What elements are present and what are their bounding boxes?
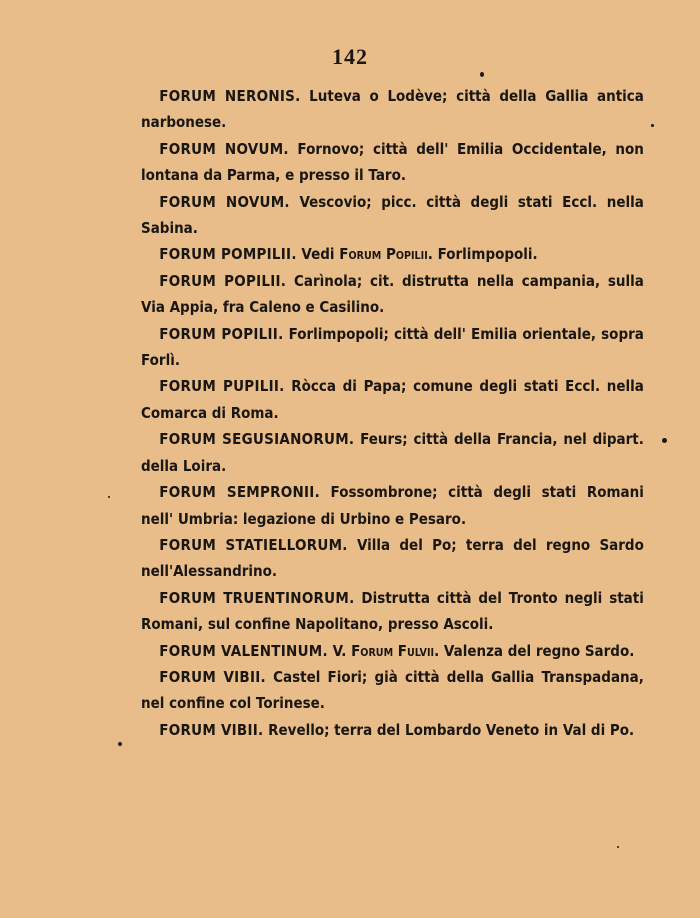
print-speck [651,124,654,127]
print-speck [108,496,110,498]
entry-headword: FORUM NOVUM. [159,139,289,158]
entry-headword: FORUM SEGUSIANORUM. [159,430,355,449]
entry [141,241,644,267]
entry [141,638,644,664]
entry-headword: FORUM SEMPRONII. [159,483,320,502]
entry-headword: FORUM NOVUM. [159,192,290,211]
entry-text: Forlimpopoli; città dell' Emilia orientale, sopra Forlì. [141,324,644,370]
entry-text: Ròcca di Papa; comune degli stati Eccl. nella Comarca di Roma. [141,377,644,422]
entry-headword: FORUM PUPILII. [159,377,285,396]
entry [141,321,644,374]
entry-headword: FORUM VIBII. [159,720,264,739]
page-number: 142 [332,44,368,69]
dictionary-entries [141,83,644,743]
entry [141,717,644,743]
entry-headword: FORUM TRUENTINORUM. [159,588,355,607]
entry-text-tail: . Valenza del regno Sardo. [434,641,635,660]
entry-text: Villa del Po; terra del regno Sardo nell'Alessandrino. [141,535,644,581]
print-speck [662,438,667,443]
entry-text: Castel Fiori; già città della Gallia Transpadana, nel confine col Torinese. [141,667,644,713]
entry [141,136,644,189]
entry-headword: FORUM VIBII. [159,667,266,686]
print-speck [480,72,484,77]
entry-headword: FORUM STATIELLORUM. [159,535,348,554]
entry-headword: FORUM NERONIS. [159,87,301,105]
entry-text: Feurs; città della Francia, nel dipart. della Loira. [141,430,644,475]
entry [141,532,644,585]
entry [141,585,644,638]
entry [141,268,644,321]
entry-headword: FORUM POPILII. [159,271,287,290]
entry-text: Revello; terra del Lombardo Veneto in Val di Po. [263,720,635,739]
entry [141,426,644,479]
entry-cross-reference: Forum Popilii [339,245,428,264]
entry-cross-reference: Forum Fulvii [351,641,435,660]
entry-text: Luteva o Lodève; città della Gallia antica narbonese. [141,87,644,132]
entry [141,479,644,532]
entry [141,373,644,426]
entry-text: Fornovo; città dell' Emilia Occidentale, non lontana da Parma, e presso il Taro. [141,139,644,185]
entry-text: Distrutta città del Tronto negli stati Romani, sul confine Napolitano, presso Ascoli. [141,588,644,634]
entry [141,664,644,717]
entry [141,83,644,136]
entry-text: Carìnola; cit. distrutta nella campania, sulla Via Appia, fra Caleno e Casilino. [141,271,644,317]
entry-text: Fossombrone; città degli stati Romani nell' Umbria: legazione di Urbino e Pesaro. [141,483,644,528]
entry-text-tail: . Forlimpopoli. [427,245,538,264]
entry-headword: FORUM POMPILII. [159,245,297,264]
print-speck [118,742,122,746]
print-speck [617,846,619,848]
entry-text: V. [327,641,352,660]
entry-text: Vedi [296,245,340,264]
entry-headword: FORUM POPILII. [159,324,284,343]
entry-text: Vescovio; picc. città degli stati Eccl. nella Sabina. [141,192,644,238]
entry-headword: FORUM VALENTINUM. [159,641,328,660]
entry [141,189,644,242]
